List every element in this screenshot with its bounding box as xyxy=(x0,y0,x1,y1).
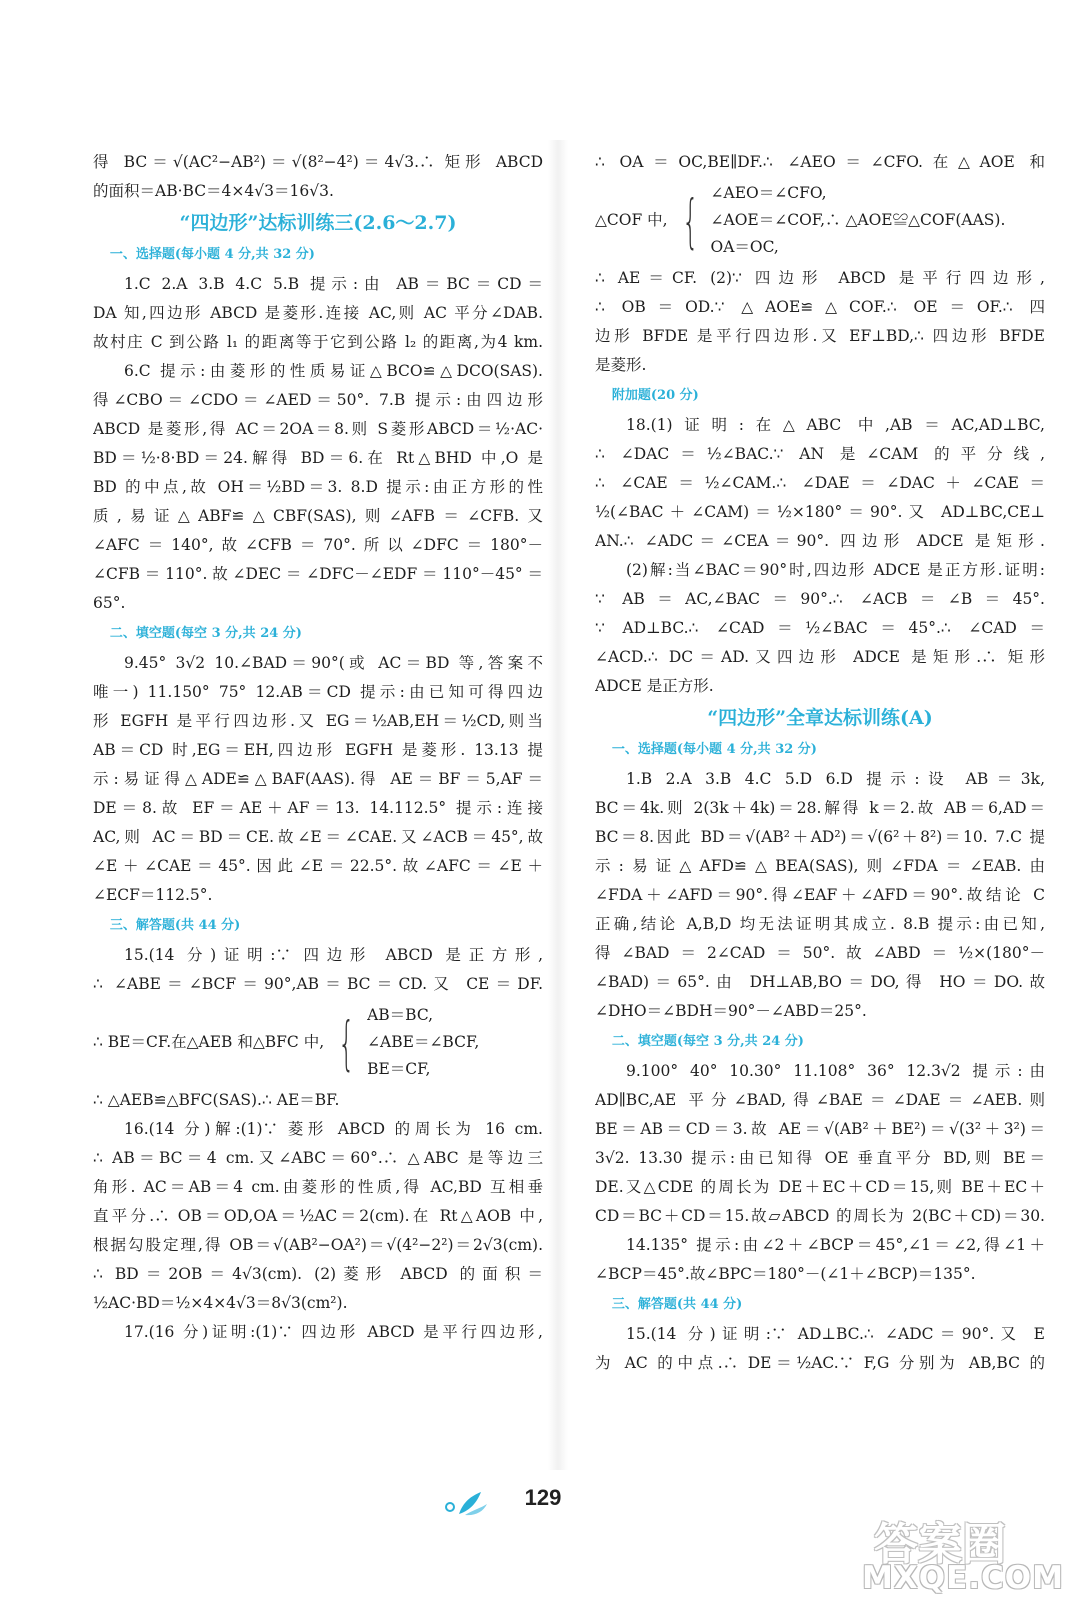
watermark-logo-text: 答案圈 xyxy=(874,1519,1006,1570)
answer-line: 9.45° 3√2 10.∠BAD＝90°(或 AC＝BD 等,答案不 xyxy=(124,654,543,672)
answer-line: 3√2. 13.30 提示:由已知得 OE 垂直平分 BD,则 BE＝ xyxy=(595,1149,1045,1167)
answer-line: (2)解:当∠BAC＝90°时,四边形 ADCE 是正方形.证明: xyxy=(626,561,1045,579)
answer-line: BD＝½·8·BD＝24.解得 BD＝6.在 Rt△BHD 中,O 是 xyxy=(93,449,543,467)
section-heading: 一、选择题(每小题 4 分,共 32 分) xyxy=(611,742,817,757)
answer-line: ∴ ∠DAC＝½∠BAC.∵ AN 是∠CAM 的平分线, xyxy=(595,445,1045,463)
page-fold xyxy=(548,140,568,1470)
answer-line: ∠DHO＝∠BDH＝90°－∠ABD＝25°. xyxy=(595,1002,867,1020)
answer-line: ∴ OB＝OD.∵ △AOE≌△COF.∴ OE＝OF.∴ 四 xyxy=(595,298,1045,316)
page-number: 129 xyxy=(524,1485,562,1510)
equation-system-lead: △COF 中, xyxy=(595,211,668,229)
answer-line: ∴ AE＝CF. (2)∵ 四边形 ABCD 是平行四边形, xyxy=(595,269,1045,287)
answer-line: BC＝8.因此 BD＝√(AB²＋AD²)＝√(6²＋8²)＝10. 7.C 提 xyxy=(595,828,1045,846)
answer-line: 14.135° 提示:由∠2＋∠BCP＝45°,∠1＝∠2,得∠1＋ xyxy=(626,1236,1045,1254)
answer-line: DE.又△CDE 的周长为 DE＋EC＋CD＝15,则 BE＋EC＋ xyxy=(595,1178,1045,1196)
answer-line: AN.∴ ∠ADC＝∠CEA＝90°. 四边形 ADCE 是矩形. xyxy=(595,532,1045,550)
answer-line: 正确,结论 A,B,D 均无法证明其成立. 8.B 提示:由已知, xyxy=(595,915,1045,933)
answer-line: 质,易证△ABF≌△CBF(SAS),则∠AFB＝∠CFB.又 xyxy=(93,507,543,525)
answer-line: AB＝CD 时,EG＝EH,四边形 EGFH 是菱形. 13.13 提 xyxy=(93,741,543,759)
answer-line: 1.B 2.A 3.B 4.C 5.D 6.D 提示:设 AB＝3k, xyxy=(626,770,1045,788)
section-heading: 附加题(20 分) xyxy=(611,388,699,403)
answer-line: ∵ AD⊥BC.∴ ∠CAD＝½∠BAC＝45°.∴ ∠CAD＝ xyxy=(595,619,1045,637)
answer-line: AD∥BC,AE 平分∠BAD,得∠BAE＝∠DAE＝∠AEB.则 xyxy=(595,1091,1045,1109)
section-heading: 一、选择题(每小题 4 分,共 32 分) xyxy=(109,247,315,262)
answer-line: 1.C 2.A 3.B 4.C 5.B 提示:由 AB＝BC＝CD＝ xyxy=(124,275,543,293)
equation-system xyxy=(93,1002,543,1083)
section-heading: 三、解答题(共 44 分) xyxy=(109,918,241,933)
left-column xyxy=(93,148,543,1347)
right-column xyxy=(595,148,1045,1378)
answer-line: ∠BCP＝45°.故∠BPC＝180°－(∠1＋∠BCP)＝135°. xyxy=(595,1265,976,1283)
answer-line: ABCD 是菱形,得 AC＝2OA＝8.则 S菱形ABCD＝½·AC· xyxy=(93,420,543,438)
answer-line: 65°. xyxy=(93,594,126,612)
answer-line: 16.(14 分)解:(1)∵ 菱形 ABCD 的周长为 16 cm. xyxy=(124,1120,543,1138)
answer-line: 边形 BFDE 是平行四边形.又 EF⊥BD,∴ 四边形 BFDE xyxy=(595,327,1045,345)
answer-line: BE＝AB＝CD＝3.故 AE＝√(AB²＋BE²)＝√(3²＋3²)＝ xyxy=(595,1120,1045,1138)
brace-symbol: { xyxy=(338,1008,355,1077)
brace-symbol: { xyxy=(681,186,699,255)
equation: ∠AOE＝∠COF,∴ △AOE≌△COF(AAS). xyxy=(710,211,1006,229)
answer-line: 为 AC 的中点.∴ DE＝½AC.∵ F,G 分别为 AB,BC 的 xyxy=(595,1354,1045,1372)
answer-line: ∴ △AEB≌△BFC(SAS).∴ AE＝BF. xyxy=(93,1091,340,1109)
equation: OA＝OC, xyxy=(710,238,779,256)
answer-line: ∴ OA＝OC,BE∥DF.∴ ∠AEO＝∠CFO.在△AOE 和 xyxy=(595,153,1045,171)
watermark xyxy=(858,1508,1068,1596)
answer-line: ∴ BD＝2OB＝4√3(cm). (2)菱形 ABCD 的面积＝ xyxy=(93,1265,543,1283)
answer-line: 得 BC＝√(AC²−AB²)＝√(8²−4²)＝4√3.∴ 矩形 ABCD xyxy=(93,153,543,171)
answer-line: 故村庄 C 到公路 l₁ 的距离等于它到公路 l₂ 的距离,为4 km. xyxy=(93,333,543,351)
answer-line: 17.(16 分)证明:(1)∵ 四边形 ABCD 是平行四边形, xyxy=(124,1323,543,1341)
equation-list xyxy=(711,180,1006,261)
answer-line: 6.C 提示:由菱形的性质易证△BCO≌△DCO(SAS). xyxy=(124,362,543,380)
equation-list xyxy=(367,1002,479,1083)
answer-line: DA 知,四边形 ABCD 是菱形.连接 AC,则 AC 平分∠DAB. xyxy=(93,304,543,322)
section-title: “四边形”达标训练三(2.6～2.7) xyxy=(179,212,457,234)
answer-line: ∠AFC＝140°,故∠CFB＝70°.所以∠DFC＝180°－ xyxy=(93,536,543,554)
answer-line: ∠ACD.∴ DC＝AD.又四边形 ADCE 是矩形.∴ 矩形 xyxy=(595,648,1045,666)
answer-line: 示:易证得△ADE≌△BAF(AAS).得 AE＝BF＝5,AF＝ xyxy=(93,770,543,788)
answer-line: 得∠CBO＝∠CDO＝∠AED＝50°. 7.B 提示:由四边形 xyxy=(93,391,543,409)
answer-line: ∴ AB＝BC＝4 cm.又∠ABC＝60°.∴ △ABC 是等边三 xyxy=(93,1149,543,1167)
answer-line: ∵ AB＝AC,∠BAC＝90°.∴ ∠ACB＝∠B＝45°. xyxy=(595,590,1045,608)
section-title: “四边形”全章达标训练(A) xyxy=(707,707,933,729)
equation: BE＝CF, xyxy=(367,1060,431,1078)
answer-line: ∠BAD)＝65°.由 DH⊥AB,BO＝DO,得 HO＝DO.故 xyxy=(595,973,1045,991)
answer-line: CD＝BC＋CD＝15.故▱ABCD 的周长为 2(BC＋CD)＝30. xyxy=(595,1207,1045,1225)
answer-line: 15.(14 分)证明:∵ AD⊥BC.∴ ∠ADC＝90°.又 E xyxy=(626,1325,1045,1343)
answer-line: 根据勾股定理,得 OB＝√(AB²−OA²)＝√(4²−2²)＝2√3(cm). xyxy=(93,1236,543,1254)
answer-line: 唯一) 11.150° 75° 12.AB＝CD 提示:由已知可得四边 xyxy=(93,683,543,701)
answer-line: 形 EGFH 是平行四边形.又 EG＝½AB,EH＝½CD,则当 xyxy=(93,712,543,730)
answer-line: BC＝4k.则 2(3k＋4k)＝28.解得 k＝2.故 AB＝6,AD＝ xyxy=(595,799,1045,817)
equation: AB＝BC, xyxy=(367,1006,434,1024)
answer-line: 的面积＝AB·BC＝4×4√3＝16√3. xyxy=(93,182,334,200)
equation-system-lead: ∴ BE＝CF.在△AEB 和△BFC 中, xyxy=(93,1033,325,1051)
answer-line: BD 的中点,故 OH＝½BD＝3. 8.D 提示:由正方形的性 xyxy=(93,478,543,496)
answer-line: ∠FDA＋∠AFD＝90°.得∠EAF＋∠AFD＝90°.故结论 C xyxy=(595,886,1045,904)
section-heading: 二、填空题(每空 3 分,共 24 分) xyxy=(611,1034,804,1049)
answer-line: 得∠BAD＝2∠CAD＝50°.故∠ABD＝½×(180°－ xyxy=(595,944,1045,962)
answer-line: ∴ ∠ABE＝∠BCF＝90°,AB＝BC＝CD.又 CE＝DF. xyxy=(93,975,543,993)
answer-line: AC,则 AC＝BD＝CE.故∠E＝∠CAE.又∠ACB＝45°,故 xyxy=(93,828,543,846)
answer-line: ½AC·BD＝½×4×4√3＝8√3(cm²). xyxy=(93,1294,348,1312)
answer-line: 9.100° 40° 10.30° 11.108° 36° 12.3√2 提示:由 xyxy=(626,1062,1045,1080)
answer-line: ½(∠BAC＋∠CAM)＝½×180°＝90°.又 AD⊥BC,CE⊥ xyxy=(595,503,1045,521)
answer-line: 15.(14 分)证明:∵ 四边形 ABCD 是正方形, xyxy=(124,946,543,964)
equation: ∠AEO＝∠CFO, xyxy=(710,184,827,202)
answer-line: 直平分.∴ OB＝OD,OA＝½AC＝2(cm).在 Rt△AOB 中, xyxy=(93,1207,543,1225)
answer-line: 18.(1)证明:在△ABC 中,AB＝AC,AD⊥BC, xyxy=(626,416,1045,434)
answer-line: 示:易证△AFD≌△BEA(SAS),则∠FDA＝∠EAB.由 xyxy=(595,857,1045,875)
watermark-url: MXQE.COM xyxy=(861,1560,1064,1596)
answer-line: ∴ ∠CAE＝½∠CAM.∴ ∠DAE＝∠DAC＋∠CAE＝ xyxy=(595,474,1045,492)
answer-line: ∠ECF＝112.5°. xyxy=(93,886,213,904)
section-heading: 三、解答题(共 44 分) xyxy=(611,1297,743,1312)
section-heading: 二、填空题(每空 3 分,共 24 分) xyxy=(109,626,302,641)
equation: ∠ABE＝∠BCF, xyxy=(367,1033,480,1051)
answer-line: DE＝8.故 EF＝AE＋AF＝13. 14.112.5° 提示:连接 xyxy=(93,799,543,817)
equation-system xyxy=(595,180,1045,261)
answer-line: ∠E＋∠CAE＝45°.因此∠E＝22.5°.故∠AFC＝∠E＋ xyxy=(93,857,543,875)
answer-line: ∠CFB＝110°.故∠DEC＝∠DFC－∠EDF＝110°－45°＝ xyxy=(93,565,543,583)
answer-line: 角形. AC＝AB＝4 cm.由菱形的性质,得 AC,BD 互相垂 xyxy=(93,1178,543,1196)
answer-line: 是菱形. xyxy=(595,356,647,374)
answer-line: ADCE 是正方形. xyxy=(595,677,714,695)
